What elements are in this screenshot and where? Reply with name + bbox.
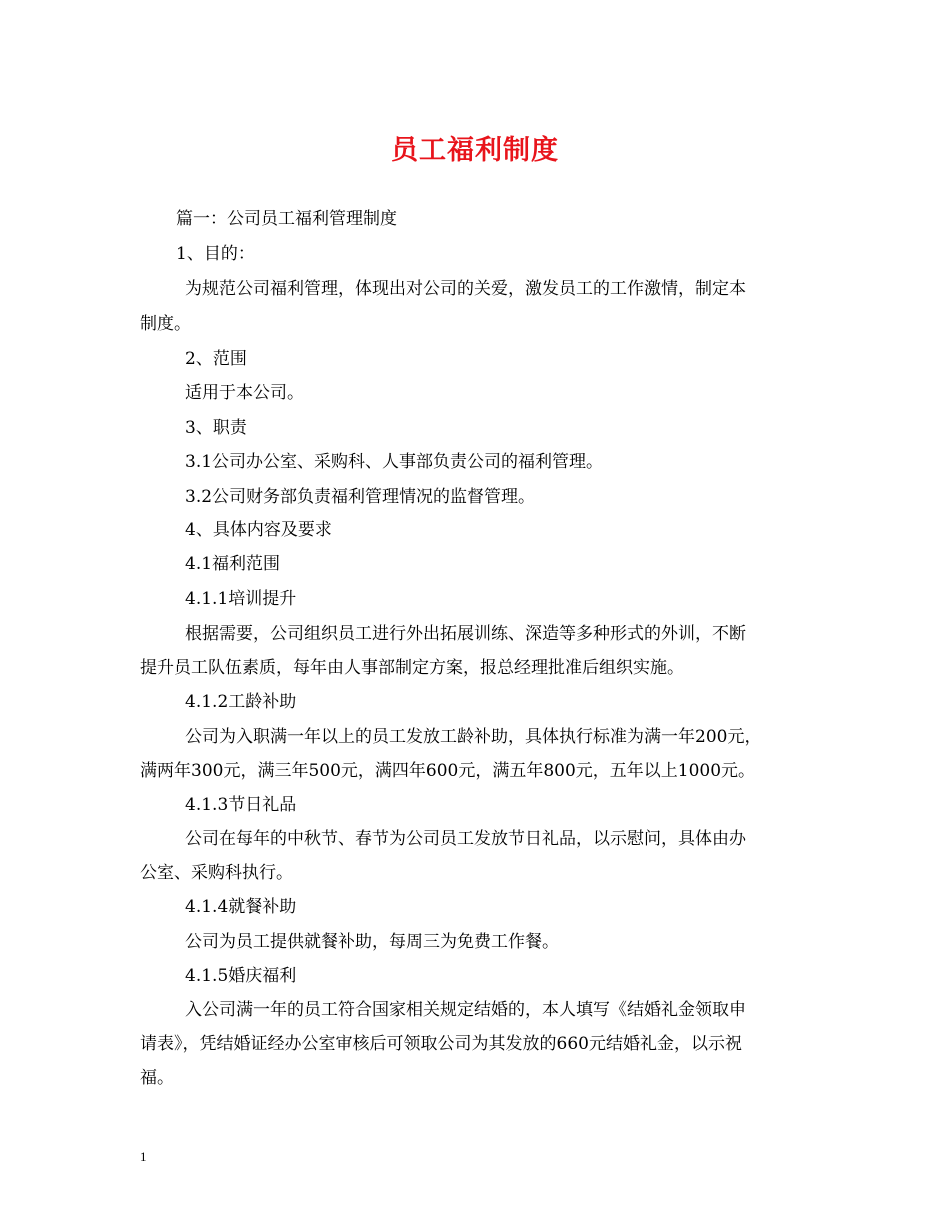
heading-4-1-4: 4.1.4就餐补助 bbox=[185, 897, 297, 917]
heading-content-requirements: 4、具体内容及要求 bbox=[185, 520, 332, 540]
heading-4-1: 4.1福利范围 bbox=[185, 554, 281, 574]
heading-4-1-5: 4.1.5婚庆福利 bbox=[185, 966, 297, 986]
paragraph-purpose-line-2: 制度。 bbox=[140, 314, 191, 334]
heading-scope: 2、范围 bbox=[185, 349, 247, 369]
heading-4-1-1: 4.1.1培训提升 bbox=[185, 589, 297, 609]
item-3-1: 3.1公司办公室、采购科、人事部负责公司的福利管理。 bbox=[185, 452, 604, 472]
paragraph-wedding-line-3: 福。 bbox=[140, 1068, 174, 1088]
paragraph-holiday-line-2: 公室、采购科执行。 bbox=[140, 863, 293, 883]
heading-purpose: 1、目的： bbox=[176, 244, 255, 264]
paragraph-wedding-line-1: 入公司满一年的员工符合国家相关规定结婚的，本人填写《结婚礼金领取申 bbox=[185, 1000, 746, 1020]
paragraph-wedding-line-2: 请表》，凭结婚证经办公室审核后可领取公司为其发放的660元结婚礼金，以示祝 bbox=[140, 1034, 742, 1054]
paragraph-seniority-line-2: 满两年300元，满三年500元，满四年600元，满五年800元，五年以上1000元。 bbox=[140, 761, 756, 781]
paragraph-scope: 适用于本公司。 bbox=[185, 383, 304, 403]
paragraph-seniority-line-1: 公司为入职满一年以上的员工发放工龄补助，具体执行标准为满一年200元， bbox=[185, 727, 762, 747]
heading-4-1-2: 4.1.2工龄补助 bbox=[185, 692, 297, 712]
document-title: 员工福利制度 bbox=[391, 135, 559, 166]
paragraph-training-line-2: 提升员工队伍素质，每年由人事部制定方案，报总经理批准后组织实施。 bbox=[140, 658, 684, 678]
paragraph-training-line-1: 根据需要，公司组织员工进行外出拓展训练、深造等多种形式的外训，不断 bbox=[185, 624, 746, 644]
heading-responsibilities: 3、职责 bbox=[185, 418, 247, 438]
item-3-2: 3.2公司财务部负责福利管理情况的监督管理。 bbox=[185, 487, 536, 507]
section-heading-part-one: 篇一：公司员工福利管理制度 bbox=[176, 209, 397, 229]
heading-4-1-3: 4.1.3节日礼品 bbox=[185, 795, 297, 815]
page-number: 1 bbox=[140, 1149, 147, 1164]
paragraph-holiday-line-1: 公司在每年的中秋节、春节为公司员工发放节日礼品，以示慰问，具体由办 bbox=[185, 829, 746, 849]
paragraph-meal: 公司为员工提供就餐补助，每周三为免费工作餐。 bbox=[185, 932, 559, 952]
paragraph-purpose-line-1: 为规范公司福利管理，体现出对公司的关爱，激发员工的工作激情，制定本 bbox=[185, 279, 746, 299]
